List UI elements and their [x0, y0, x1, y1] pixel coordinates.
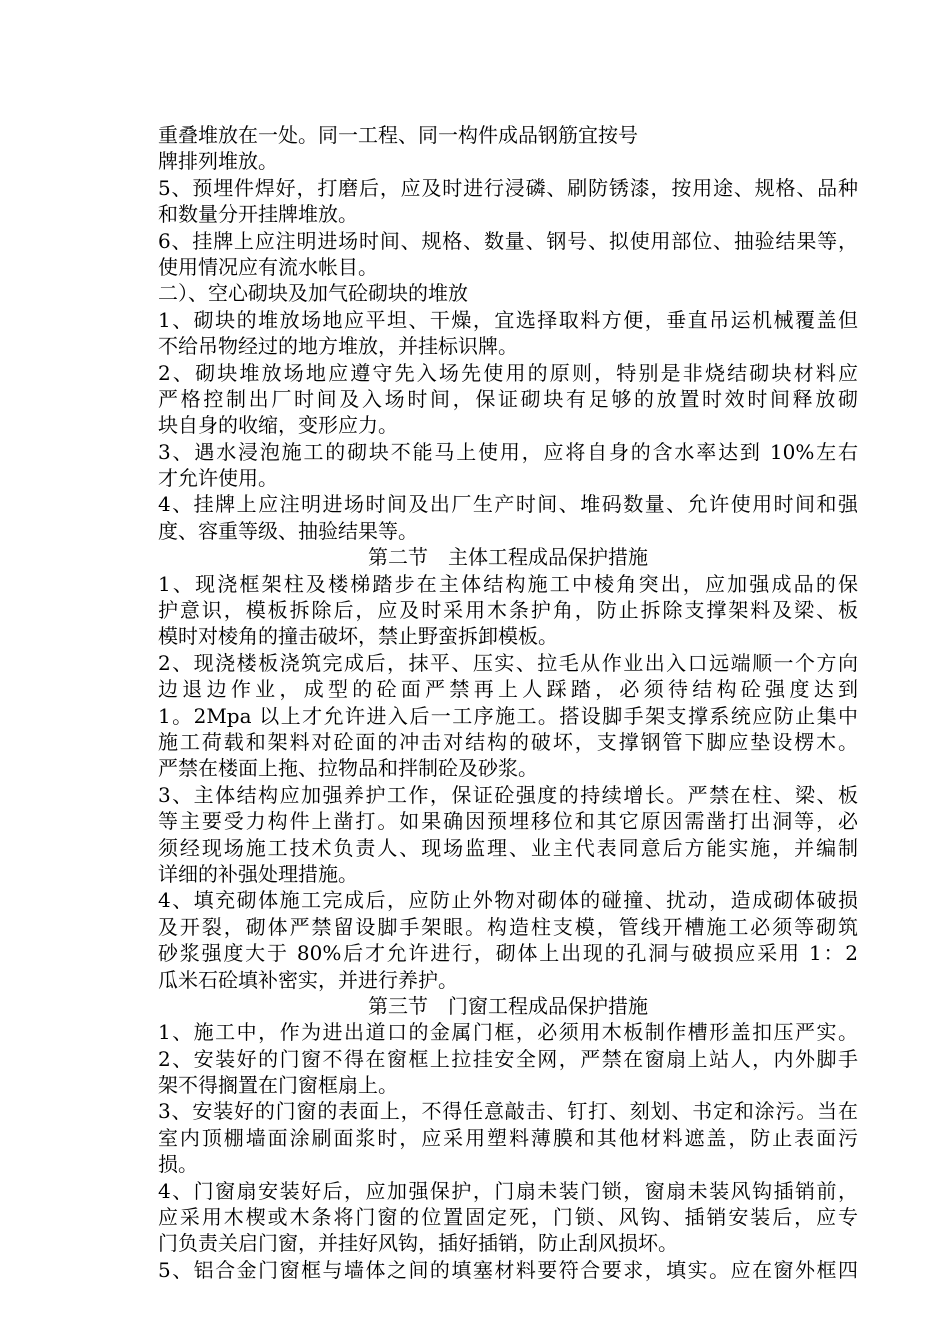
text-line: 1、现浇框架柱及楼梯踏步在主体结构施工中棱角突出，应加强成品的保 [158, 571, 858, 596]
text-line: 及开裂，砌体严禁留设脚手架眼。构造柱支模，管线开槽施工必须等砌筑 [158, 914, 858, 939]
text-line: 2、安装好的门窗不得在窗框上拉挂安全网，严禁在窗扇上站人，内外脚手 [158, 1046, 858, 1071]
text-line: 室内顶棚墙面涂刷面浆时，应采用塑料薄膜和其他材料遮盖，防止表面污 [158, 1125, 858, 1150]
text-line: 边退边作业，成型的砼面严禁再上人踩踏，必须待结构砼强度达到 [158, 677, 858, 702]
text-line: 2、砌块堆放场地应遵守先入场先使用的原则，特别是非烧结砌块材料应 [158, 360, 858, 385]
text-line: 门负责关启门窗，并挂好风钩，插好插销，防止刮风损坏。 [158, 1231, 678, 1256]
text-line: 严格控制出厂时间及入场时间，保证砌块有足够的放置时效时间释放砌 [158, 386, 858, 411]
text-line: 重叠堆放在一处。同一工程、同一构件成品钢筋宜按号 [158, 123, 638, 147]
text-line: 和数量分开挂牌堆放。 [158, 202, 358, 227]
text-line: 4、挂牌上应注明进场时间及出厂生产时间、堆码数量、允许使用时间和强 [158, 492, 858, 517]
text-line: 3、安装好的门窗的表面上，不得任意敲击、钉打、刻划、书定和涂污。当在 [158, 1099, 858, 1124]
text-line: 1、砌块的堆放场地应平坦、干燥，宜选择取料方便，垂直吊运机械覆盖但 [158, 307, 858, 332]
section-heading: 第三节 门窗工程成品保护措施 [368, 993, 648, 1018]
text-line: 砂浆强度大于 80%后才允许进行，砌体上出现的孔洞与破损应采用 1：2 [158, 941, 858, 966]
text-line: 3、主体结构应加强养护工作，保证砼强度的持续增长。严禁在柱、梁、板 [158, 782, 858, 807]
text-line: 护意识，模板拆除后，应及时采用木条护角，防止拆除支撑架料及梁、板 [158, 598, 858, 623]
text-line: 二）、空心砌块及加气砼砌块的堆放 [158, 281, 468, 306]
text-line: 2、现浇楼板浇筑完成后，抹平、压实、拉毛从作业出入口远端顺一个方向 [158, 650, 858, 675]
text-line: 严禁在楼面上拖、拉物品和拌制砼及砂浆。 [158, 756, 538, 781]
text-line: 4、填充砌体施工完成后，应防止外物对砌体的碰撞、扰动，造成砌体破损 [158, 888, 858, 913]
text-line: 4、门窗扇安装好后，应加强保护，门扇未装门锁，窗扇未装风钩插销前， [158, 1178, 858, 1203]
text-line: 5、铝合金门窗框与墙体之间的填塞材料要符合要求，填实。应在窗外框四 [158, 1257, 858, 1282]
text-line: 瓜米石砼填补密实，并进行养护。 [158, 967, 458, 992]
text-line: 才允许使用。 [158, 466, 278, 491]
section-heading: 第二节 主体工程成品保护措施 [368, 545, 648, 570]
text-line: 须经现场施工技术负责人、现场监理、业主代表同意后方能实施，并编制 [158, 835, 858, 860]
text-line: 使用情况应有流水帐目。 [158, 254, 378, 279]
text-line: 3、遇水浸泡施工的砌块不能马上使用，应将自身的含水率达到 10%左右 [158, 439, 858, 464]
text-line: 不给吊物经过的地方堆放，并挂标识牌。 [158, 334, 518, 359]
text-line: 架不得搁置在门窗框扇上。 [158, 1073, 398, 1098]
text-line: 5、预埋件焊好，打磨后，应及时进行浸磷、刷防锈漆，按用途、规格、品种 [158, 175, 858, 200]
text-line: 损。 [158, 1152, 198, 1177]
text-line: 6、挂牌上应注明进场时间、规格、数量、钢号、拟使用部位、抽验结果等， [158, 228, 858, 253]
text-line: 模时对棱角的撞击破坏，禁止野蛮拆卸模板。 [158, 624, 558, 649]
text-line: 度、容重等级、抽验结果等。 [158, 518, 418, 543]
text-line: 等主要受力构件上凿打。如果确因预埋移位和其它原因需凿打出洞等，必 [158, 809, 858, 834]
text-line: 施工荷载和架料对砼面的冲击对结构的破坏，支撑钢管下脚应垫设楞木。 [158, 729, 858, 754]
text-line: 1。2Mpa 以上才允许进入后一工序施工。搭设脚手架支撑系统应防止集中 [158, 703, 858, 728]
text-line: 应采用木楔或木条将门窗的位置固定死，门锁、风钩、插销安装后，应专 [158, 1205, 858, 1230]
text-line: 牌排列堆放。 [158, 149, 278, 174]
document-body [158, 122, 858, 1283]
text-line: 1、施工中，作为进出道口的金属门框，必须用木板制作槽形盖扣压严实。 [158, 1020, 858, 1045]
text-line: 详细的补强处理措施。 [158, 861, 358, 886]
text-line: 块自身的收缩，变形应力。 [158, 413, 398, 438]
